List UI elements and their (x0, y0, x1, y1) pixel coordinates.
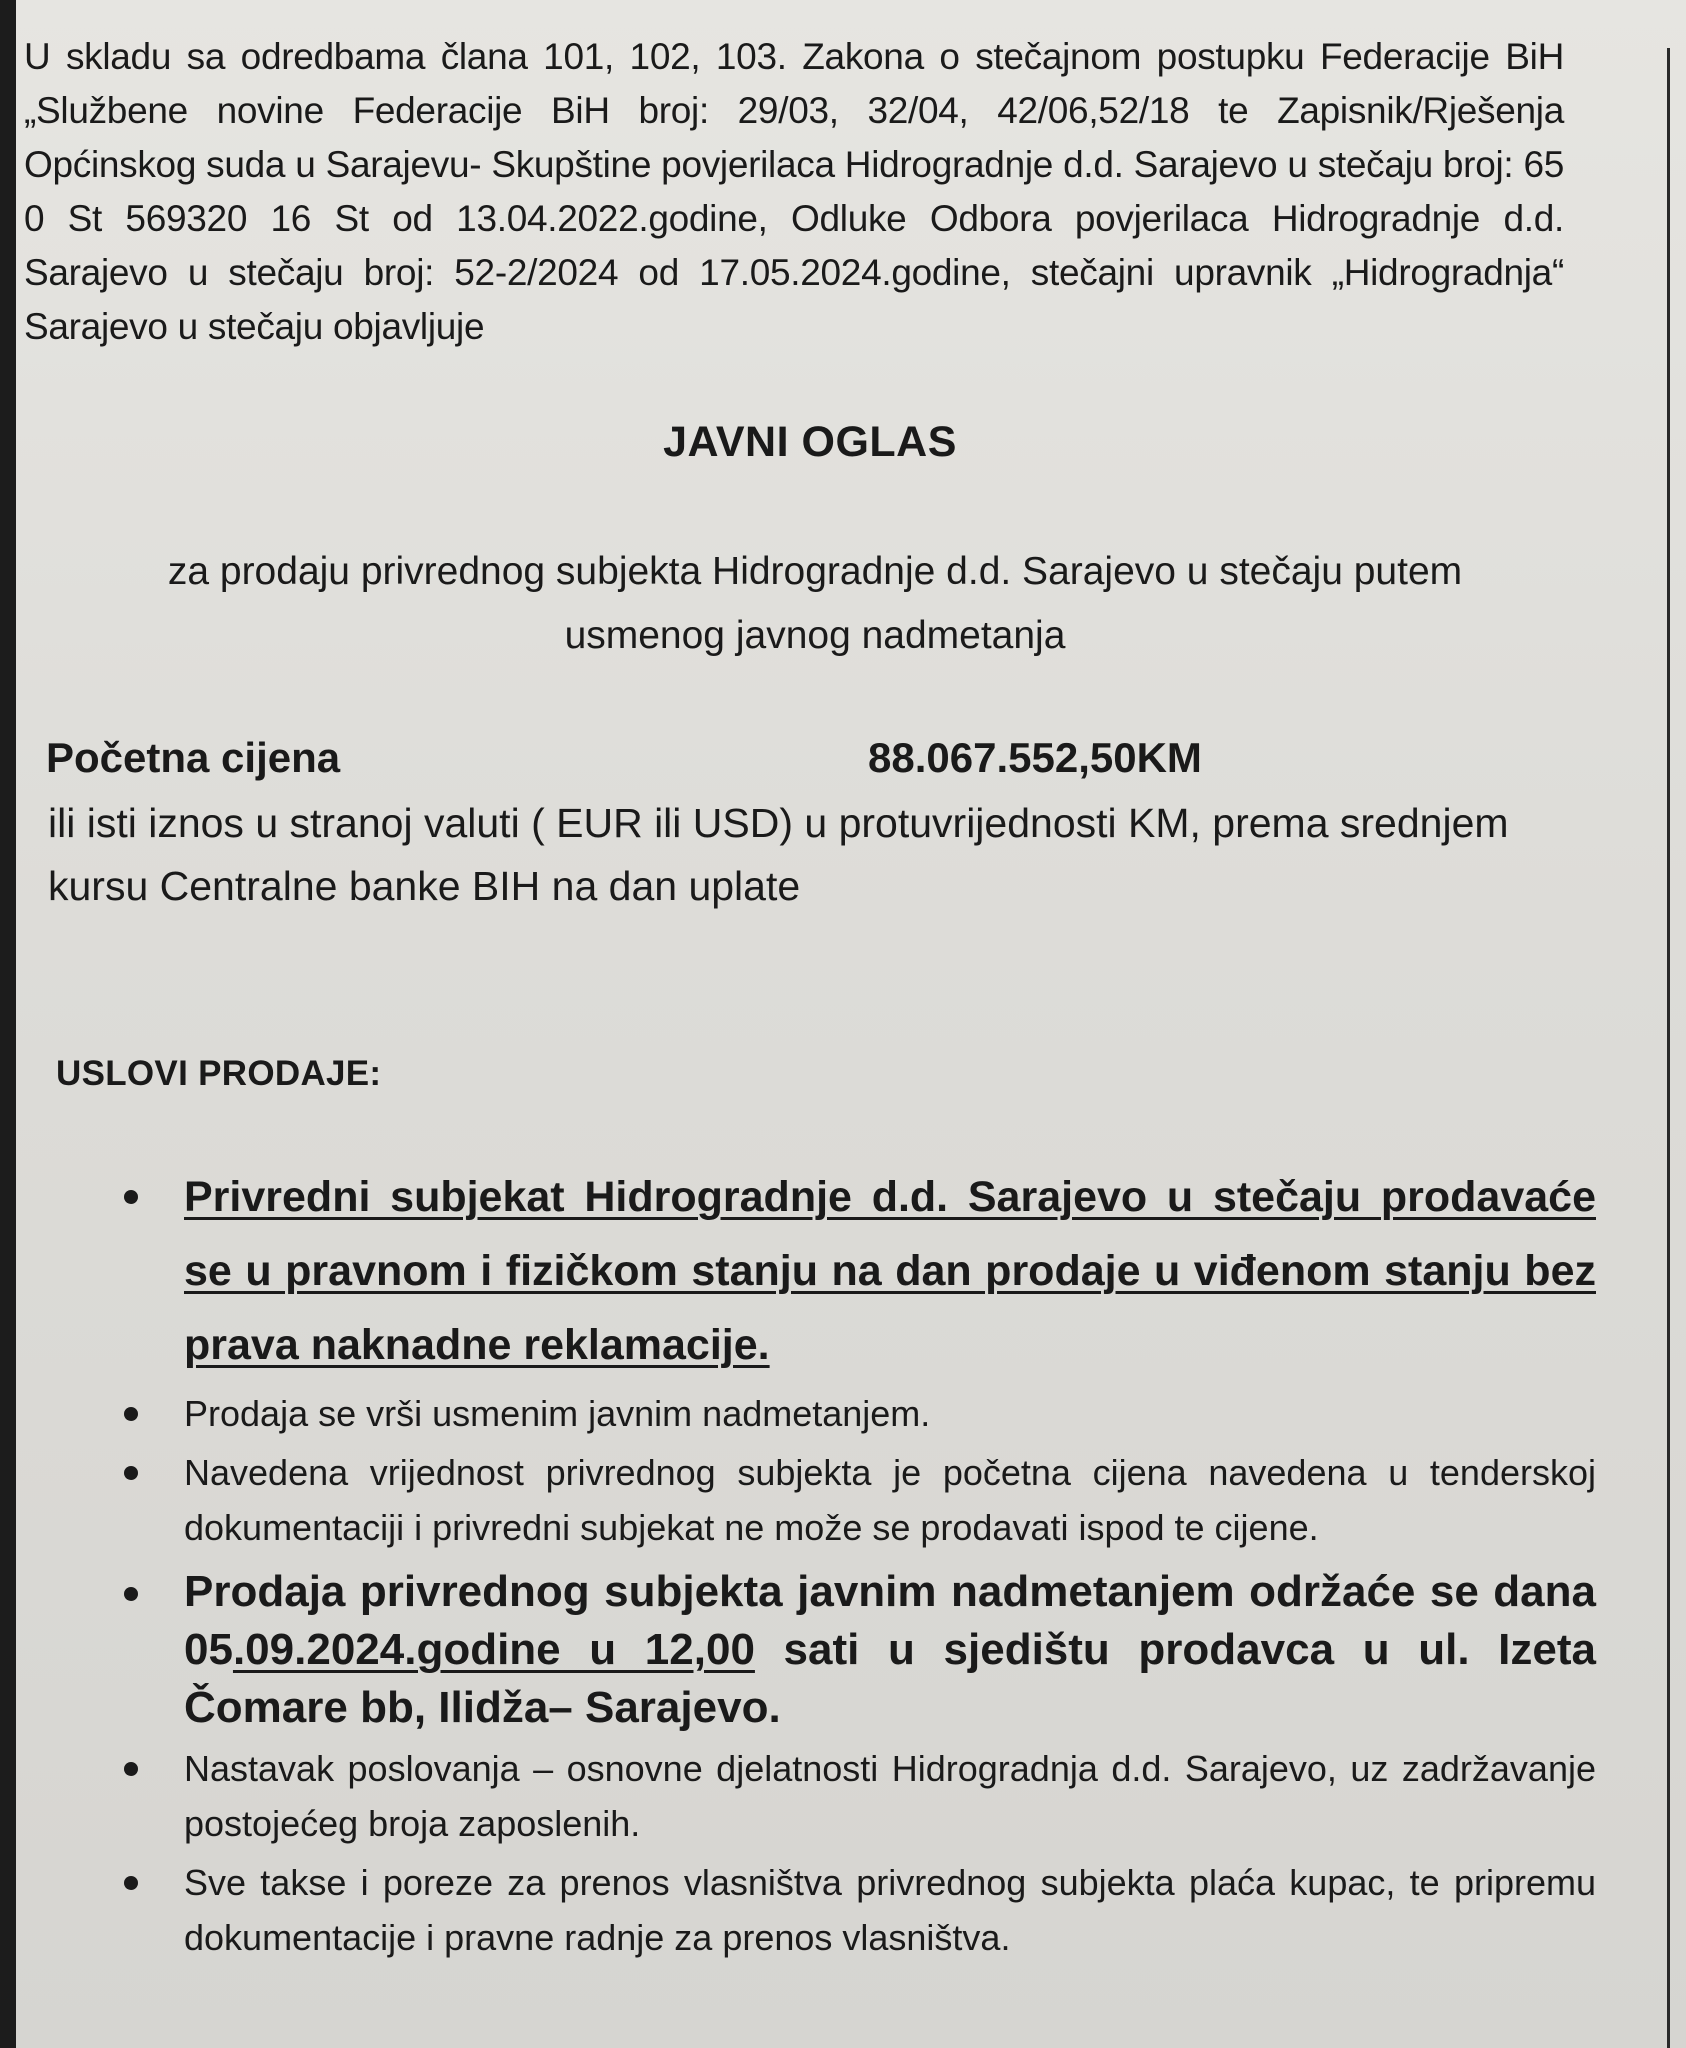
list-item (110, 1563, 1596, 1737)
list-item (110, 1386, 1596, 1441)
conditions-heading: USLOVI PRODAJE: (56, 1054, 382, 1093)
bullet-icon (124, 1407, 138, 1421)
list-item (110, 1855, 1596, 1965)
notice-title: JAVNI OGLAS (663, 418, 957, 466)
condition-text (184, 1563, 1596, 1737)
auction-date-time: .09.2024.godine u 12,00 (232, 1625, 755, 1674)
starting-price-label: Početna cijena (46, 734, 341, 781)
list-item (110, 1741, 1596, 1851)
starting-price-note: ili isti iznos u stranoj valuti ( EUR ili USD) u protuvrijednosti KM, prema srednjem kursu Centralne banke BIH na dan uplate (48, 800, 1509, 909)
auction-text-before: Prodaja privrednog subjekta javnim nadmetanjem održaće se dana 05 (184, 1567, 1596, 1674)
starting-price-row (46, 734, 1546, 794)
condition-text: Sve takse i poreze za prenos vlasništva privrednog subjekta plaća kupac, te pripremu dokumentacije i pravne radnje za prenos vlasništva. (184, 1862, 1596, 1958)
bullet-icon (124, 1466, 138, 1480)
condition-text: Nastavak poslovanja – osnovne djelatnosti Hidrogradnja d.d. Sarajevo, uz zadržavanje postojećeg broja zaposlenih. (184, 1748, 1596, 1844)
condition-text: Prodaja se vrši usmenim javnim nadmetanjem. (184, 1393, 931, 1434)
condition-text: Privredni subjekat Hidrogradnje d.d. Sarajevo u stečaju prodavaće se u pravnom i fizičkom stanju na dan prodaje u viđenom stanju bez prava naknadne reklamacije. (184, 1173, 1596, 1369)
bullet-icon (124, 1190, 138, 1204)
conditions-list (110, 1160, 1596, 1965)
intro-paragraph: U skladu sa odredbama člana 101, 102, 103. Zakona o stečajnom postupku Federacije BiH „Službene novine Federacije BiH broj: 29/03, 32/04, 42/06,52/18 te Zapisnik/Rješenja Općinskog suda u Sarajevu- Skupštine povjerilaca Hidrogradnje d.d. Sarajevo u stečaju broj: 65 0 St 569320 16 St od 13.04.2022.godine, Odluke Odbora povjerilaca Hidrogradnje d.d. Sarajevo u stečaju broj: 52-2/2024 od 17.05.2024.godine, stečajni upravnik „Hidrogradnja“ Sarajevo u stečaju objavljuje (24, 36, 1564, 347)
list-item (110, 1445, 1596, 1555)
page-left-edge (0, 0, 16, 2048)
bullet-icon (124, 1587, 138, 1601)
auction-text-after: sati u sjedištu prodavca u ul. Izeta Čomare bb, Ilidža– Sarajevo. (184, 1625, 1596, 1732)
starting-price-value: 88.067.552,50KM (868, 734, 1202, 781)
bullet-icon (124, 1762, 138, 1776)
column-rule (1667, 48, 1670, 2048)
bullet-icon (124, 1876, 138, 1890)
notice-subtitle: za prodaju privrednog subjekta Hidrogradnje d.d. Sarajevo u stečaju putem usmenog javnog nadmetanja (167, 550, 1463, 657)
condition-text: Navedena vrijednost privrednog subjekta je početna cijena navedena u tenderskoj dokumentaciji i privredni subjekat ne može se prodavati ispod te cijene. (184, 1452, 1596, 1548)
list-item (110, 1160, 1596, 1382)
